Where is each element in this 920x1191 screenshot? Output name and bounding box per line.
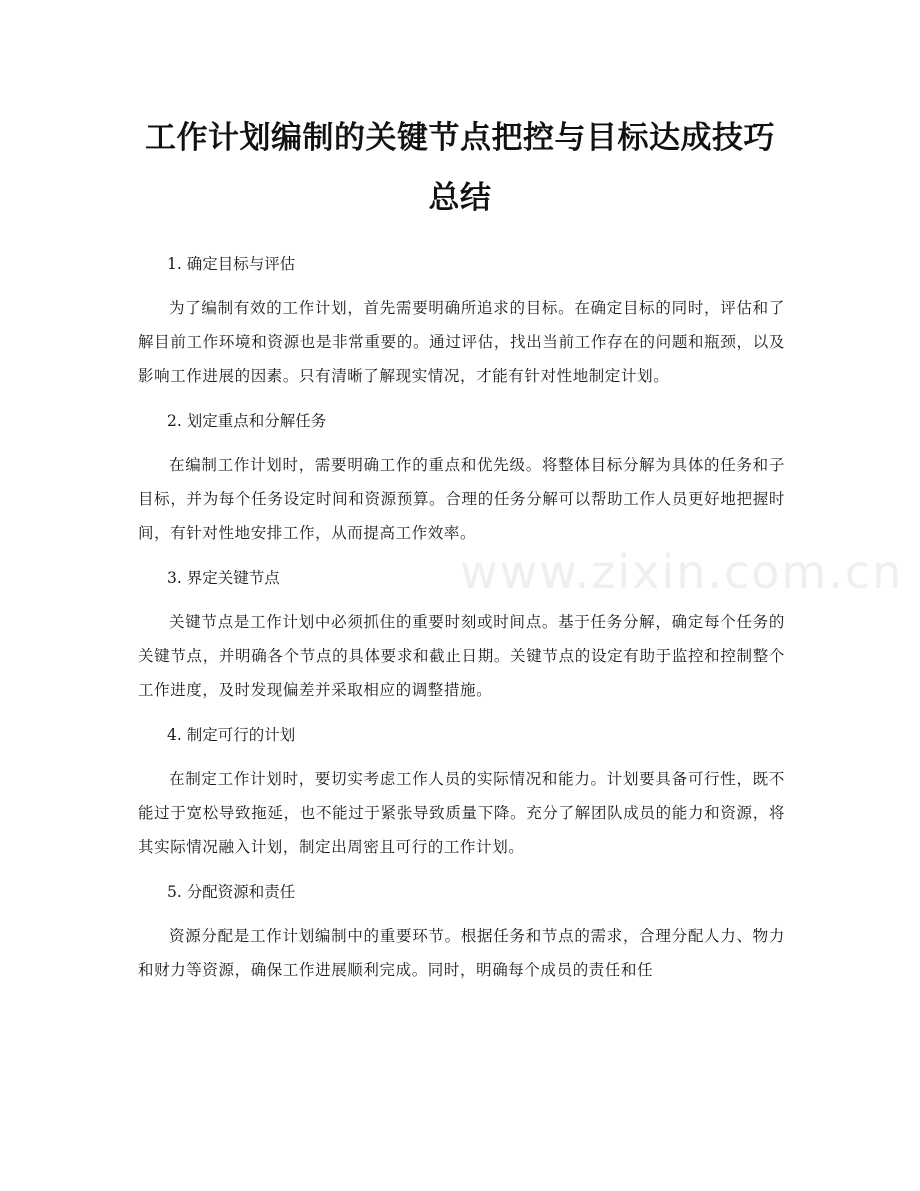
watermark: www.zixin.com.cn xyxy=(460,545,904,599)
section-paragraph: 关键节点是工作计划中必须抓住的重要时刻或时间点。基于任务分解，确定每个任务的关键节点，并明确各个节点的具体要求和截止日期。关键节点的设定有助于监控和控制整个工作进度，及时发现偏差并采取相应的调整措施。 xyxy=(138,613,785,699)
section-paragraph: 在编制工作计划时，需要明确工作的重点和优先级。将整体目标分解为具体的任务和子目标，并为每个任务设定时间和资源预算。合理的任务分解可以帮助工作人员更好地把握时间，有针对性地安排工作，从而提高工作效率。 xyxy=(138,456,785,542)
section-2 xyxy=(138,404,785,561)
section-paragraph: 在制定工作计划时，要切实考虑工作人员的实际情况和能力。计划要具备可行性，既不能过于宽松导致拖延，也不能过于紧张导致质量下降。充分了解团队成员的能力和资源，将其实际情况融入计划，制定出周密且可行的工作计划。 xyxy=(138,770,785,856)
document-body xyxy=(138,247,785,987)
section-heading: 1. 确定目标与评估 xyxy=(167,255,296,273)
section-3 xyxy=(138,561,785,718)
section-heading: 4. 制定可行的计划 xyxy=(167,726,296,744)
section-paragraph: 为了编制有效的工作计划，首先需要明确所追求的目标。在确定目标的同时，评估和了解目前工作环境和资源也是非常重要的。通过评估，找出当前工作存在的问题和瓶颈，以及影响工作进展的因素。只有清晰了解现实情况，才能有针对性地制定计划。 xyxy=(138,299,785,385)
section-paragraph: 资源分配是工作计划编制中的重要环节。根据任务和节点的需求，合理分配人力、物力和财力等资源，确保工作进展顺利完成。同时，明确每个成员的责任和任 xyxy=(138,927,785,979)
section-5 xyxy=(138,875,785,987)
section-4 xyxy=(138,718,785,875)
section-heading: 5. 分配资源和责任 xyxy=(167,883,296,901)
section-heading: 2. 划定重点和分解任务 xyxy=(167,412,327,430)
document-title: 工作计划编制的关键节点把控与目标达成技巧总结 xyxy=(145,120,775,216)
section-heading: 3. 界定关键节点 xyxy=(167,569,280,587)
section-1 xyxy=(138,247,785,404)
